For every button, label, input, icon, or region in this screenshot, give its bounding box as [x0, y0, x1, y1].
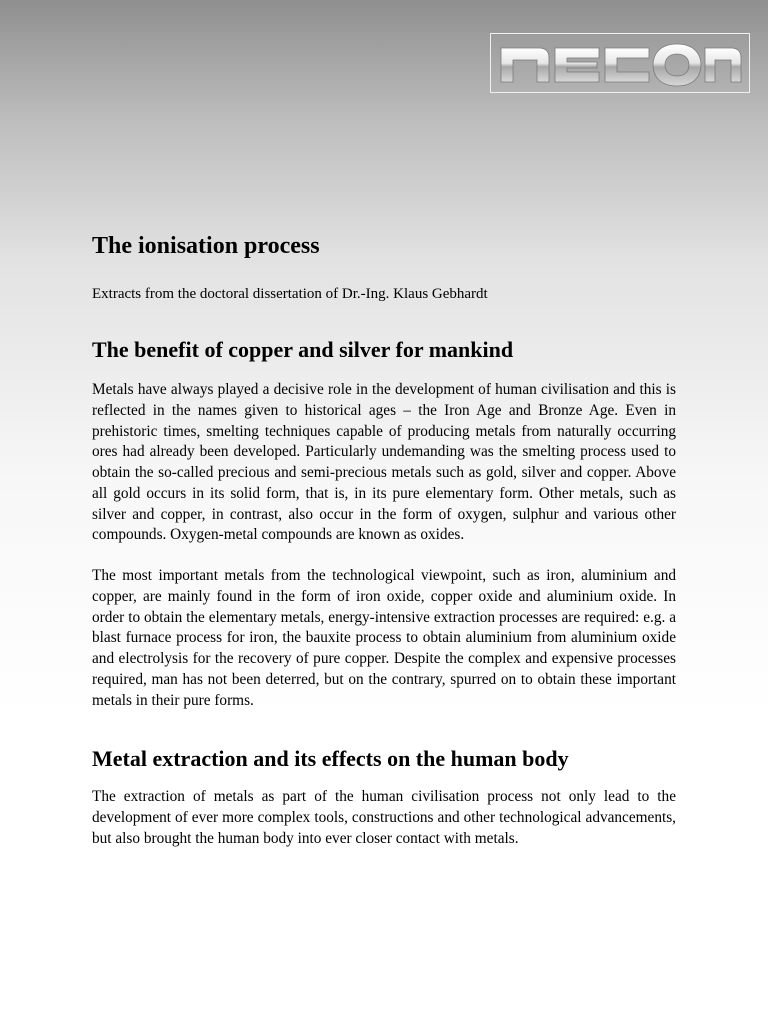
- section-heading-extraction: Metal extraction and its effects on the human body: [92, 746, 569, 772]
- necon-logo: [490, 33, 750, 93]
- document-subtitle: Extracts from the doctoral dissertation of Dr.-Ing. Klaus Gebhardt: [92, 286, 488, 302]
- document-content: [92, 228, 676, 870]
- section-heading-benefit: The benefit of copper and silver for mankind: [92, 337, 514, 362]
- paragraph: Metals have always played a decisive role in the development of human civilisation and this is reflected in the names given to historical ages – the Iron Age and Bronze Age. Even in prehistoric times, smelting techniques capable of producing metals from naturally occurring ores had already been developed. Particularly undemanding was the smelting process used to obtain the so-called precious and semi-precious metals such as gold, silver and copper. Above all gold occurs in its solid form, that is, in its pure elementary form. Other metals, such as silver and copper, in contrast, also occur in the form of oxygen, sulphur and various other compounds. Oxygen-metal compounds are known as oxides.: [92, 381, 676, 544]
- paragraph: The most important metals from the technological viewpoint, such as iron, aluminium and copper, are mainly found in the form of iron oxide, copper oxide and aluminium oxide. In order to obtain the elementary metals, energy-intensive extraction processes are required: e.g. a blast furnace process for iron, the bauxite process to obtain aluminium from aluminium oxide and electrolysis for the recovery of pure copper. Despite the complex and expensive processes required, man has not been deterred, but on the contrary, spurred on to obtain these important metals in their pure forms.: [92, 567, 676, 709]
- paragraph: The extraction of metals as part of the human civilisation process not only lead to the development of ever more complex tools, constructions and other technological advancements, but also brought the human body into ever closer contact with metals.: [92, 788, 676, 847]
- page-title: The ionisation process: [92, 233, 320, 259]
- necon-logo-icon: [491, 34, 749, 92]
